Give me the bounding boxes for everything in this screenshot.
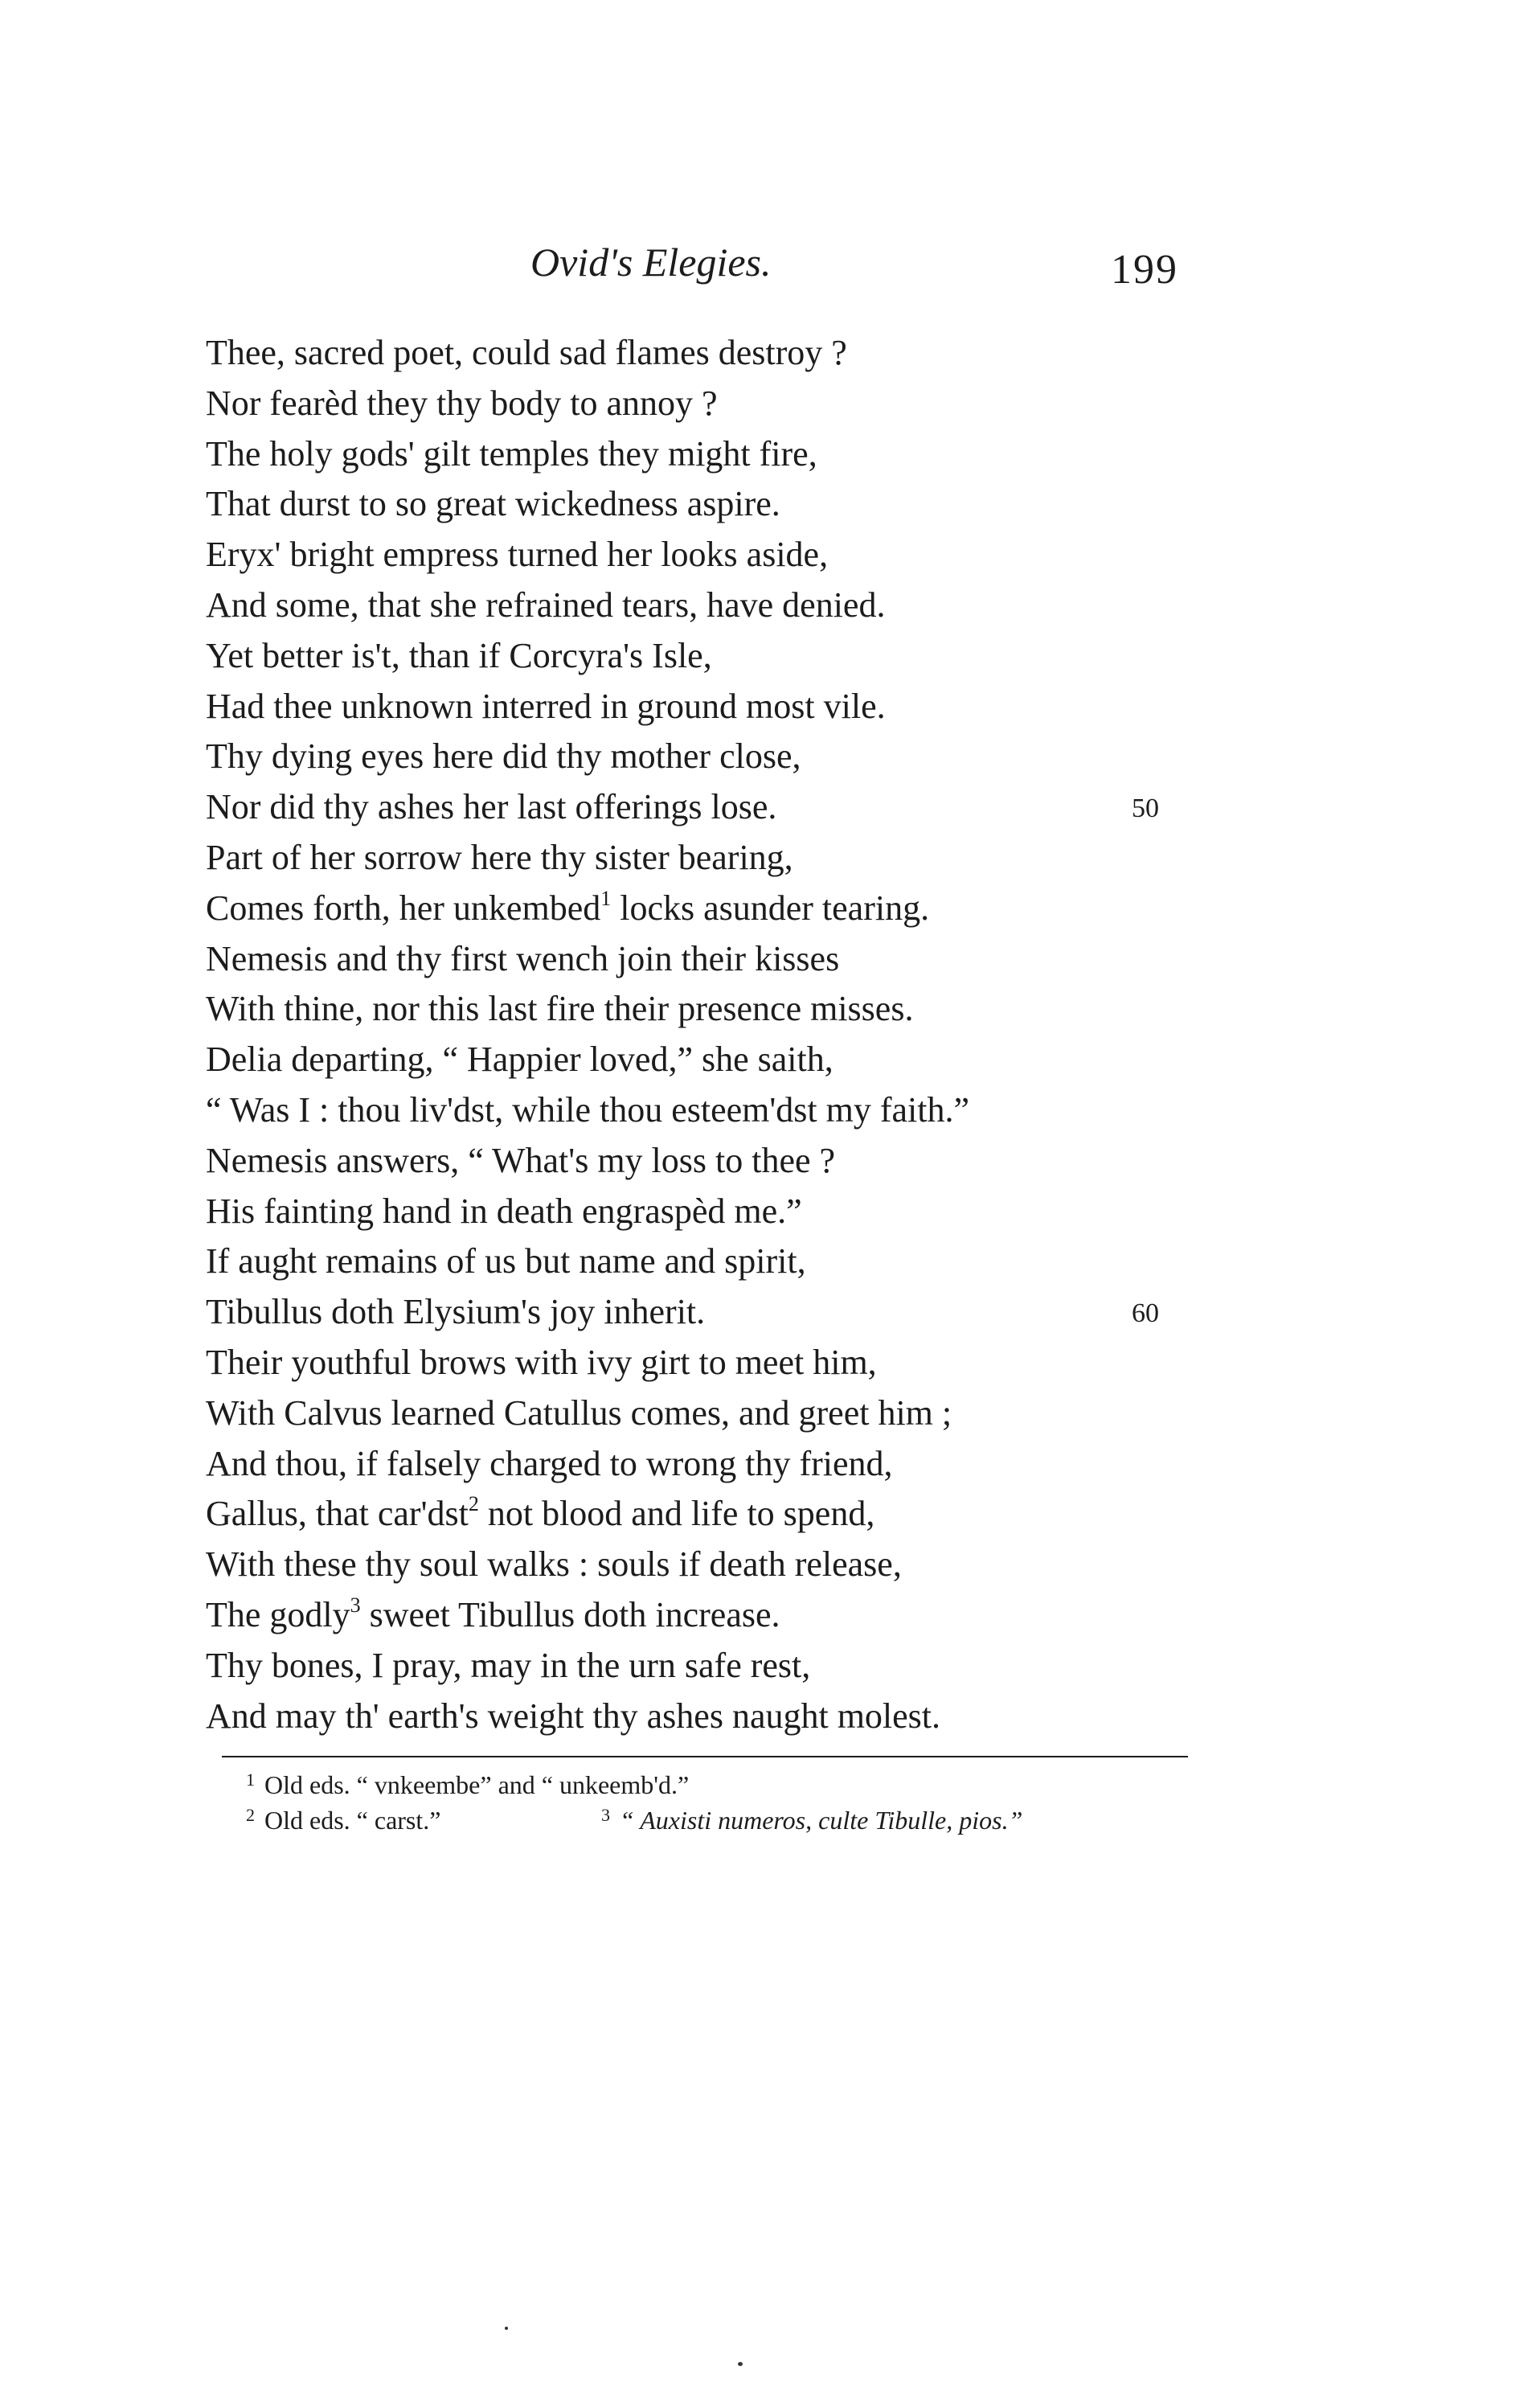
verse-line: With thine, nor this last fire their presence misses. — [206, 989, 914, 1029]
line-number: 60 — [1132, 1298, 1159, 1329]
line-number: 50 — [1132, 794, 1159, 824]
verse-line: Nor did thy ashes her last offerings lose. 50 — [206, 782, 1251, 833]
paper-speck — [738, 2362, 743, 2366]
running-title: Ovid's Elegies. — [530, 240, 772, 285]
footnotes — [246, 1767, 1210, 1838]
page-number: 199 — [1111, 247, 1178, 293]
footnote-reference: 1 — [600, 886, 612, 910]
verse-line: And may th' earth's weight thy ashes naught molest. — [206, 1696, 941, 1736]
footnote-mark: 1 — [246, 1770, 255, 1790]
poem-text — [206, 328, 1251, 1741]
verse-line: Delia departing, “ Happier loved,” she saith, — [206, 1040, 833, 1080]
verse-line: With Calvus learned Catullus comes, and greet him ; — [206, 1392, 952, 1433]
verse-segment: not blood and life to spend, — [478, 1494, 875, 1534]
verse-line: Eryx' bright empress turned her looks aside, — [206, 535, 829, 575]
verse-line: And thou, if falsely charged to wrong thy friend, — [206, 1443, 893, 1483]
verse-line — [206, 1590, 1251, 1641]
verse-line — [206, 884, 1251, 934]
verse-segment: Comes forth, her unkembed — [206, 888, 601, 928]
verse-line: Thy dying eyes here did thy mother close, — [206, 736, 801, 777]
footnote-rule — [222, 1756, 1188, 1757]
verse-line: His fainting hand in death engraspèd me.” — [206, 1191, 802, 1231]
verse-line: Tibullus doth Elysium's joy inherit. 60 — [206, 1287, 1251, 1338]
footnote-mark: 3 — [601, 1805, 610, 1825]
footnote-reference: 3 — [350, 1593, 361, 1617]
verse-line: Thy bones, I pray, may in the urn safe rest, — [206, 1645, 811, 1685]
footnote-reference: 2 — [468, 1492, 479, 1516]
verse-line: That durst to so great wickedness aspire. — [206, 484, 780, 524]
footnote-text: Old eds. “ carst.” — [264, 1806, 441, 1835]
verse-line: “ Was I : thou liv'dst, while thou esteem'dst my faith.” — [206, 1089, 970, 1130]
verse-line: Nor fearèd they thy body to annoy ? — [206, 383, 718, 423]
verse-segment: sweet Tibullus doth increase. — [360, 1594, 780, 1634]
verse-line: Yet better is't, than if Corcyra's Isle, — [206, 635, 712, 675]
footnote-mark: 2 — [246, 1805, 255, 1825]
verse-segment: The godly — [206, 1594, 350, 1634]
verse-line: Nemesis and thy first wench join their kisses — [206, 938, 840, 978]
verse-line: If aught remains of us but name and spirit, — [206, 1241, 806, 1282]
verse-line: Part of her sorrow here thy sister bearing, — [206, 837, 793, 877]
verse-segment: locks asunder tearing. — [611, 888, 930, 928]
footnote-1 — [246, 1767, 1210, 1802]
verse-line: With these thy soul walks : souls if death release, — [206, 1544, 902, 1585]
footnote-text: Old eds. “ vnkeembe” and “ unkeemb'd.” — [264, 1770, 690, 1799]
footnote-3 — [601, 1802, 1022, 1838]
footnote-text: “ Auxisti numeros, culte Tibulle, pios.” — [620, 1806, 1023, 1835]
verse-line — [206, 1489, 1251, 1540]
verse-line: Thee, sacred poet, could sad flames destroy ? — [206, 333, 847, 372]
verse-line: Their youthful brows with ivy girt to meet him, — [206, 1342, 877, 1382]
verse-line: The holy gods' gilt temples they might fire, — [206, 433, 817, 474]
verse-line: Nemesis answers, “ What's my loss to thee ? — [206, 1140, 836, 1180]
footnote-2 — [246, 1806, 440, 1835]
verse-segment: Gallus, that car'dst — [206, 1494, 469, 1534]
paper-speck — [505, 2327, 508, 2330]
verse-line: Had thee unknown interred in ground most vile. — [206, 686, 886, 726]
verse-line: And some, that she refrained tears, have denied. — [206, 584, 886, 625]
